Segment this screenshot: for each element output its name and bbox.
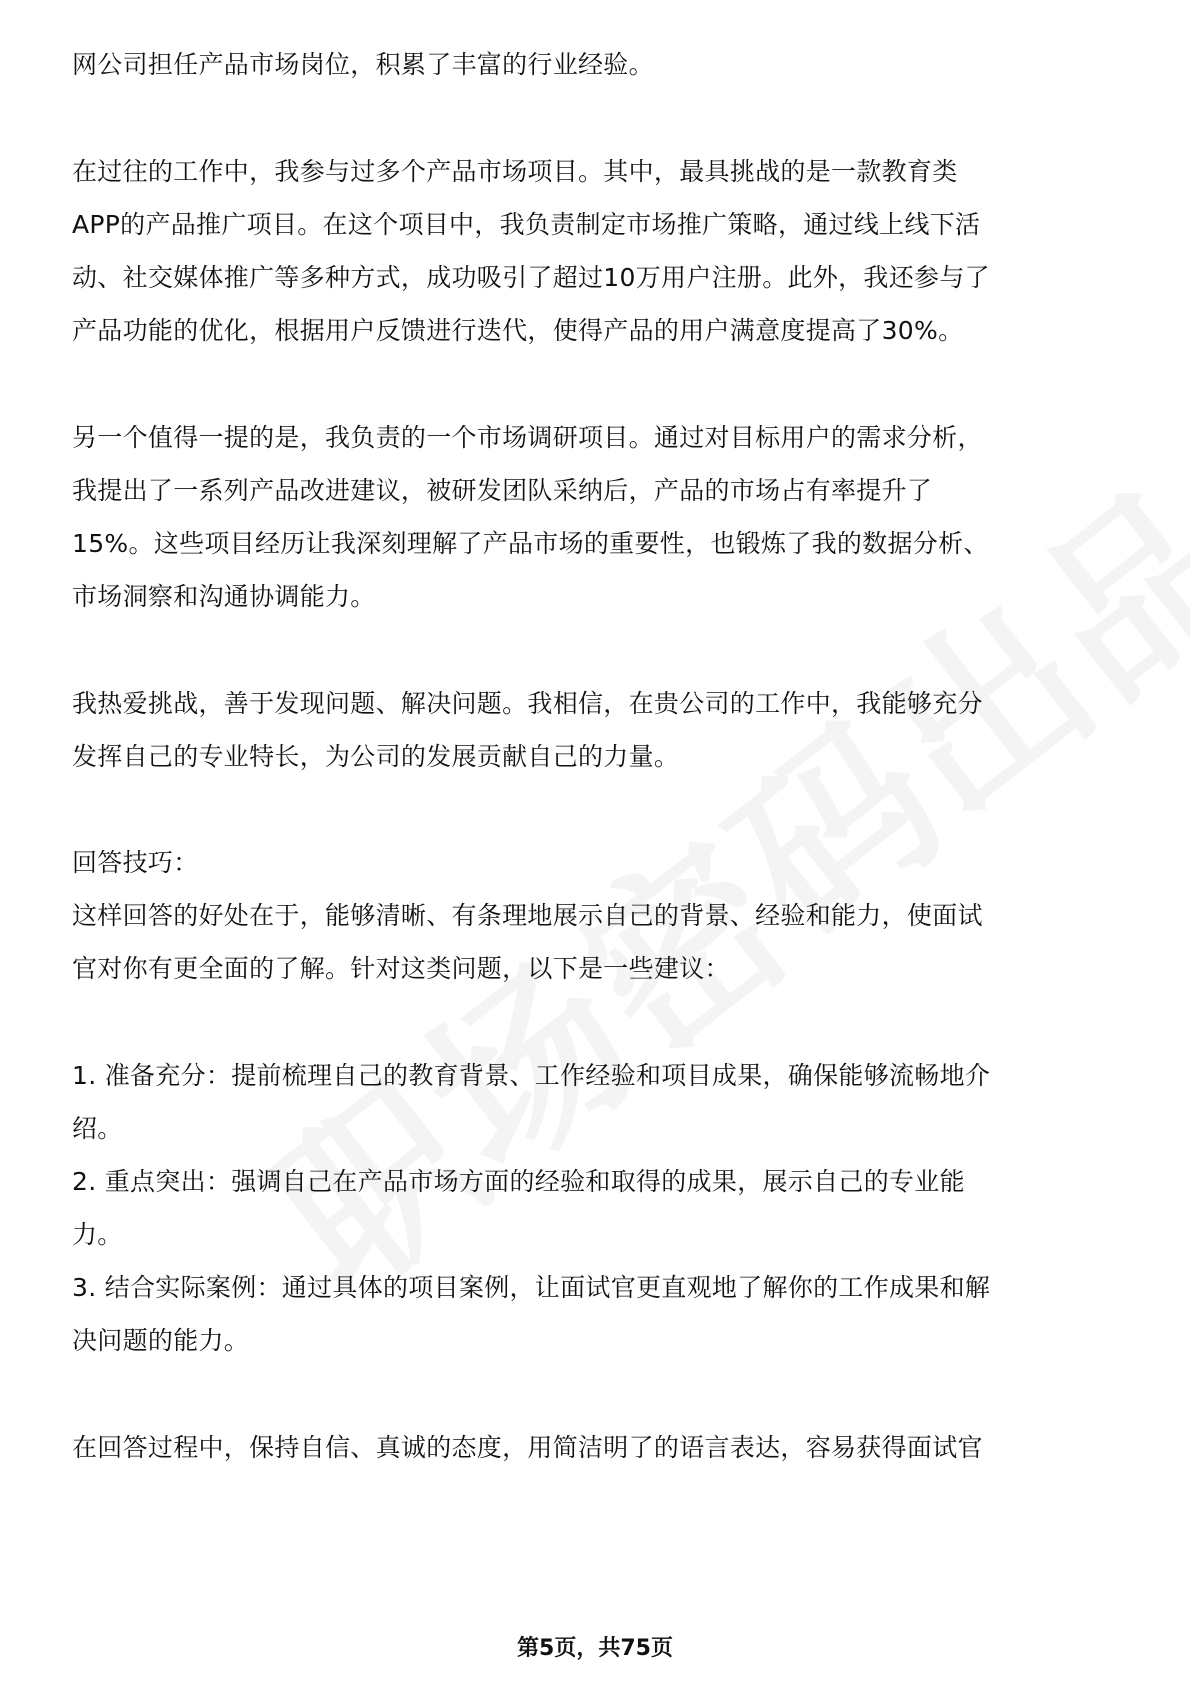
tips-line-2: 官对你有更全面的了解。针对这类问题，以下是一些建议： xyxy=(72,954,730,983)
page-number: 第5页，共75页 xyxy=(517,1636,673,1661)
paragraph-3-line-1: 另一个值得一提的是，我负责的一个市场调研项目。通过对目标用户的需求分析， xyxy=(72,423,983,452)
suggestion-line-5: 3. 结合实际案例：通过具体的项目案例，让面试官更直观地了解你的工作成果和解 xyxy=(72,1273,991,1302)
paragraph-2-line-2: APP的产品推广项目。在这个项目中，我负责制定市场推广策略，通过线上线下活 xyxy=(72,210,981,239)
tips-line-1: 这样回答的好处在于，能够清晰、有条理地展示自己的背景、经验和能力，使面试 xyxy=(72,901,983,930)
paragraph-1-line-1: 网公司担任产品市场岗位，积累了丰富的行业经验。 xyxy=(72,50,654,79)
paragraph-3-line-3: 15%。这些项目经历让我深刻理解了产品市场的重要性，也锻炼了我的数据分析、 xyxy=(72,529,989,558)
paragraph-2-line-3: 动、社交媒体推广等多种方式，成功吸引了超过10万用户注册。此外，我还参与了 xyxy=(72,263,990,292)
suggestion-line-6: 决问题的能力。 xyxy=(72,1326,250,1355)
paragraph-4-line-1: 我热爱挑战，善于发现问题、解决问题。我相信，在贵公司的工作中，我能够充分 xyxy=(72,689,983,718)
paragraph-3-line-2: 我提出了一系列产品改进建议，被研发团队采纳后，产品的市场占有率提升了 xyxy=(72,476,933,505)
closing-line-1: 在回答过程中，保持自信、真诚的态度，用简洁明了的语言表达，容易获得面试官 xyxy=(72,1433,983,1462)
paragraph-4-line-2: 发挥自己的专业特长，为公司的发展贡献自己的力量。 xyxy=(72,742,680,771)
suggestion-line-1: 1. 准备充分：提前梳理自己的教育背景、工作经验和项目成果，确保能够流畅地介 xyxy=(72,1061,991,1090)
tips-heading: 回答技巧： xyxy=(72,848,199,877)
paragraph-2-line-4: 产品功能的优化，根据用户反馈进行迭代，使得产品的用户满意度提高了30%。 xyxy=(72,316,964,345)
suggestion-line-2: 绍。 xyxy=(72,1114,123,1143)
paragraph-2-line-1: 在过往的工作中，我参与过多个产品市场项目。其中，最具挑战的是一款教育类 xyxy=(72,157,958,186)
suggestion-line-4: 力。 xyxy=(72,1220,123,1249)
suggestion-line-3: 2. 重点突出：强调自己在产品市场方面的经验和取得的成果，展示自己的专业能 xyxy=(72,1167,965,1196)
paragraph-3-line-4: 市场洞察和沟通协调能力。 xyxy=(72,582,376,611)
